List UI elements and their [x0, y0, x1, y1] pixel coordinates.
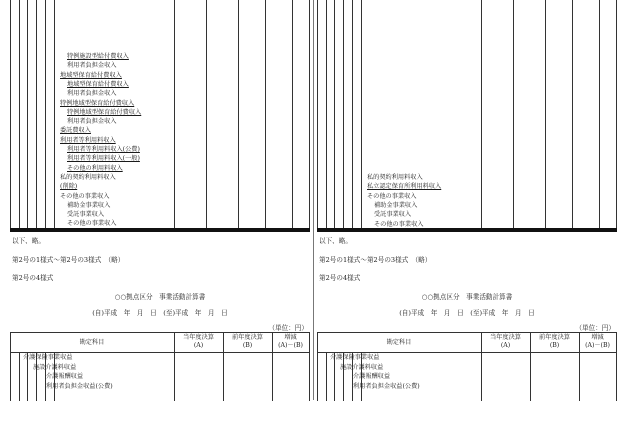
period: (自)平成 年 月 日 (至)平成 年 月 日 — [399, 309, 535, 317]
account-row: その他の事業収入 — [374, 220, 424, 228]
account-row: 補助金事業収入 — [374, 201, 418, 209]
form-number: 第2号の4様式 — [12, 274, 54, 282]
form-number: 第2号の4様式 — [319, 274, 361, 282]
form-range-note: 第2号の1様式～第2号の3様式 （略） — [319, 256, 432, 264]
account-row: 介護報酬収益 — [46, 373, 84, 380]
account-row: 介護保険事業収益 — [23, 354, 73, 361]
omitted-note: 以下、略。 — [12, 237, 45, 245]
account-row: 受託事業収入 — [374, 211, 412, 219]
account-row: (削除) — [60, 183, 78, 191]
account-row: その他の事業収入 — [60, 192, 110, 200]
account-row: 利用者等利用料収入(公費) — [67, 146, 140, 153]
account-row: その他の利用料収入 — [67, 164, 123, 172]
page-divider — [313, 0, 314, 400]
header-previous: 前年度決算 (B) — [232, 334, 263, 349]
statement-title: ○○拠点区分 事業活動計算書 — [114, 293, 206, 301]
header-subject: 勘定科目 — [79, 339, 105, 346]
account-row: その他の事業収入 — [67, 220, 117, 228]
account-row: 特例地域型保育給付費収入 — [67, 108, 142, 116]
account-row: 介護保険事業収益 — [330, 354, 380, 361]
header-difference: 増減 (A)－(B) — [278, 334, 303, 349]
account-row: 施設介護料収益 — [340, 363, 384, 371]
header-current: 当年度決算 (A) — [490, 334, 521, 349]
account-row: 利用者負担金収入 — [67, 90, 117, 98]
account-row: 私的契約利用料収入 — [367, 174, 423, 181]
account-row: 利用者負担金収入 — [67, 62, 117, 70]
revenue-table-left — [10, 0, 310, 232]
header-previous: 前年度決算 (B) — [539, 334, 570, 349]
account-row: 委託費収入 — [60, 127, 91, 135]
header-current: 当年度決算 (A) — [183, 334, 214, 349]
account-row: 補助金事業収入 — [67, 201, 111, 209]
header-difference: 増減 (A)－(B) — [585, 334, 610, 349]
account-row: 地域型保育給付費収入 — [67, 80, 129, 88]
account-row: 介護報酬収益 — [353, 373, 391, 380]
account-row: 利用者等利用料収入(一般) — [67, 155, 140, 163]
period: (自)平成 年 月 日 (至)平成 年 月 日 — [92, 309, 228, 317]
left-panel — [10, 0, 310, 441]
activity-table-right — [317, 332, 617, 401]
statement-title: ○○拠点区分 事業活動計算書 — [421, 293, 513, 301]
omitted-note: 以下、略。 — [319, 237, 352, 245]
account-row: 利用者負担金収益(公費) — [353, 382, 420, 390]
account-row: 利用者等利用料収入 — [60, 136, 116, 144]
account-row: 私的契約利用料収入 — [60, 173, 116, 181]
unit-label: （単位：円） — [575, 324, 615, 332]
activity-table-left — [10, 332, 310, 401]
account-row: 地域型保育給付費収入 — [60, 71, 122, 79]
right-panel — [317, 0, 617, 441]
account-row: 利用者負担金収入 — [67, 118, 117, 126]
account-row: 利用者負担金収益(公費) — [46, 382, 113, 390]
account-row: 施設介護料収益 — [33, 363, 77, 371]
account-row: 特例地域型保育給付費収入 — [60, 99, 135, 107]
header-subject: 勘定科目 — [386, 339, 412, 346]
revenue-table-right — [317, 0, 617, 232]
unit-label: （単位：円） — [268, 324, 308, 332]
form-range-note: 第2号の1様式～第2号の3様式 （略） — [12, 256, 125, 264]
account-row: その他の事業収入 — [367, 192, 417, 200]
account-row: 受託事業収入 — [67, 211, 105, 219]
account-row: 特例施設型給付費収入 — [67, 53, 129, 60]
account-row: 私立認定保育所利用料収入 — [367, 183, 442, 191]
